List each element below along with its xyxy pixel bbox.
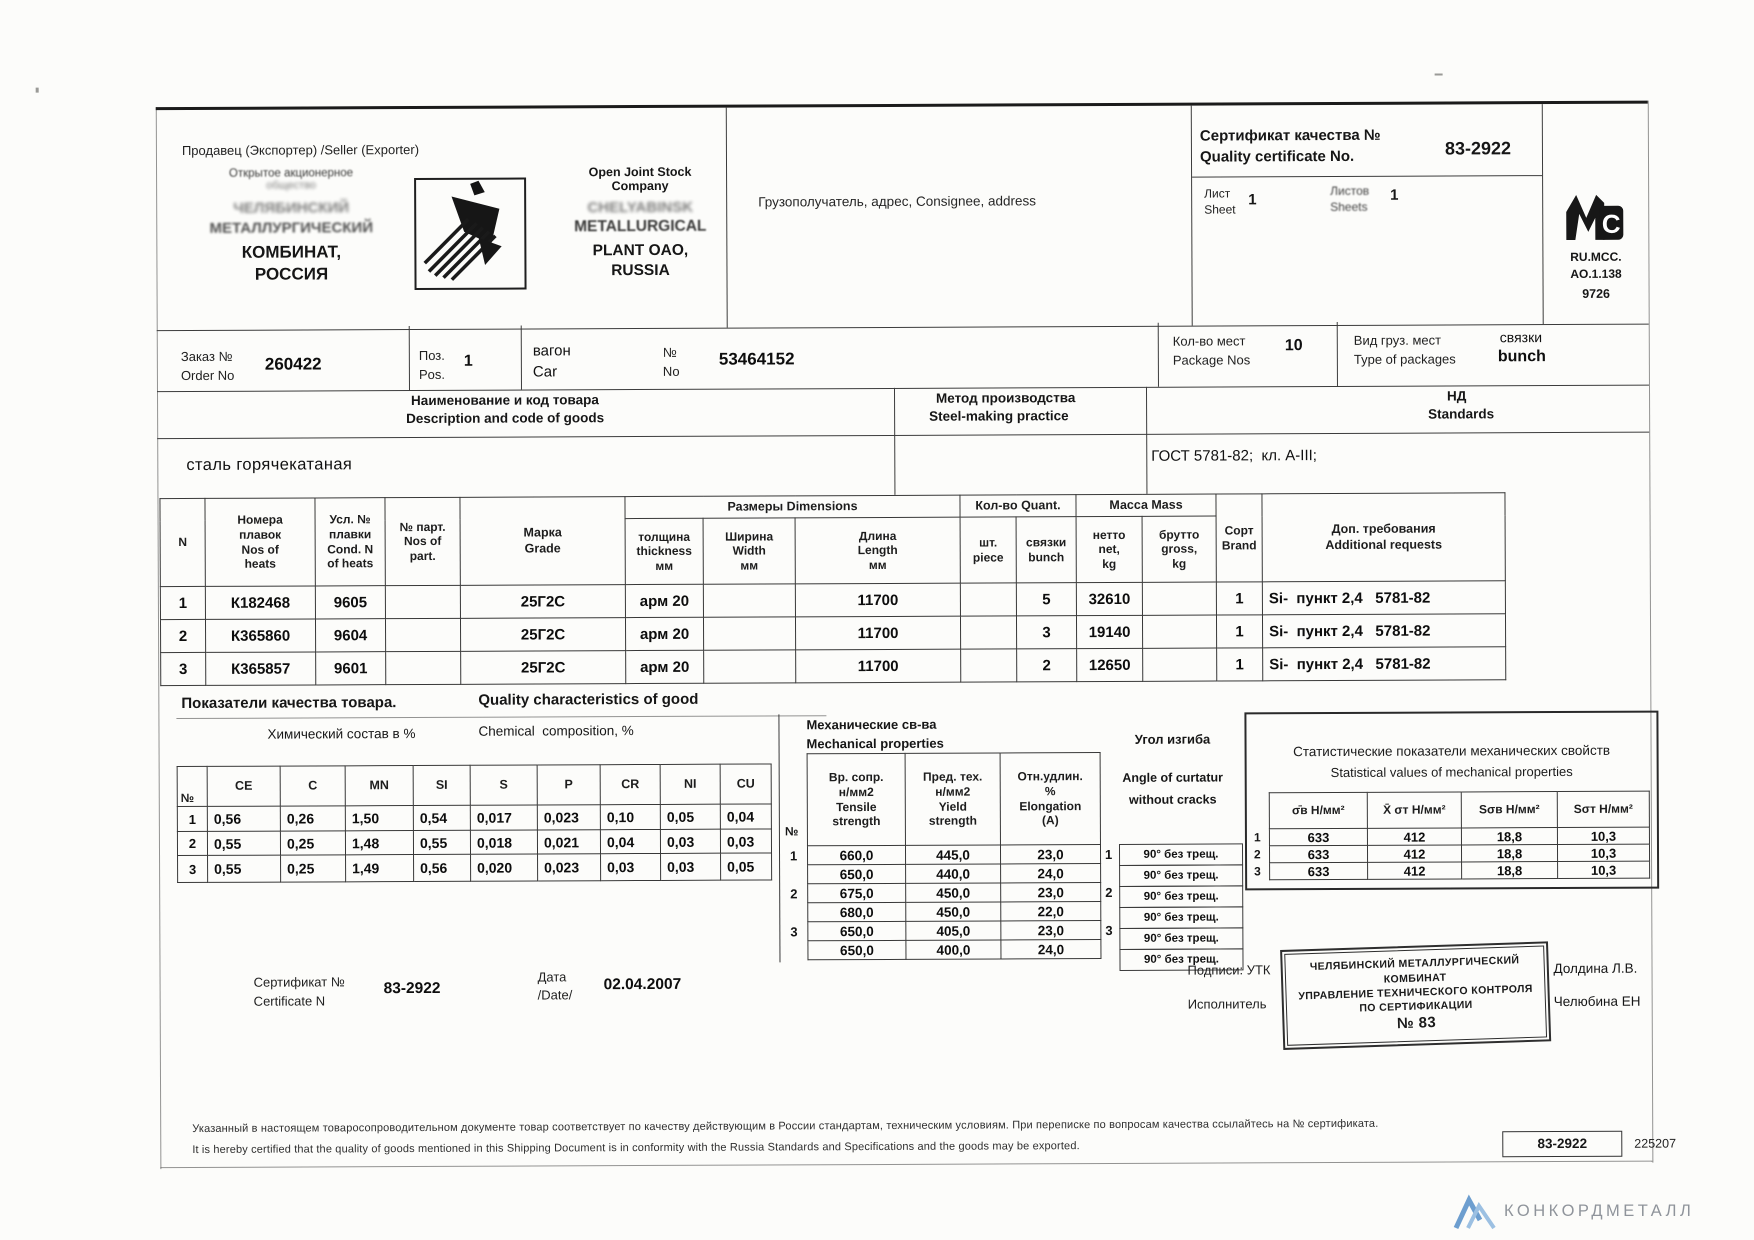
stat-title-en: Statistical values of mechanical properties bbox=[1330, 763, 1573, 781]
package-type-value-en: bunch bbox=[1497, 348, 1546, 366]
chem-col-cr: CR bbox=[600, 764, 660, 804]
pos-label-en: Pos. bbox=[418, 366, 445, 382]
angle-result-cell: 90° без трещ. bbox=[1119, 864, 1243, 887]
cell-thickness: арм 20 bbox=[626, 650, 704, 683]
col-header-gross: брутто gross, kg bbox=[1142, 516, 1216, 582]
mech-title-ru: Механические св-ва bbox=[806, 716, 937, 733]
mech-row-no: 2 bbox=[790, 886, 798, 902]
footer-statement-en: It is hereby certified that the quality of goods mentioned in this Shipping Document is in conformity with the Russia Standards and Specifications and the goods may be exported. bbox=[192, 1140, 1080, 1156]
pos-label-ru: Поз. bbox=[418, 347, 445, 363]
watermark-text: КОНКОРДМЕТАЛЛ bbox=[1504, 1202, 1695, 1220]
col-header-length: Длина Length мм bbox=[795, 517, 960, 584]
mech-col-tensile: Вр. сопр. н/мм2 Tensile strength bbox=[807, 753, 905, 845]
cell-cond: 9601 bbox=[316, 652, 386, 685]
cell-width bbox=[703, 584, 795, 617]
scan-speck bbox=[1435, 74, 1443, 76]
stat-col-sigma-b: σ̄в Н/мм² bbox=[1269, 792, 1367, 828]
pos-value: 1 bbox=[463, 352, 473, 370]
cert-no-label-ru: Сертификат № bbox=[253, 974, 345, 990]
quality-title-ru: Показатели качества товара. bbox=[181, 694, 397, 713]
cell-n: 3 bbox=[161, 652, 206, 685]
svg-text:C: C bbox=[1601, 208, 1621, 239]
col-group-mass: Масса Mass bbox=[1076, 494, 1216, 517]
col-header-brand: Сорт Brand bbox=[1216, 494, 1262, 582]
stat-row-no: 1 bbox=[1253, 830, 1261, 845]
signature-name-1: Долдина Л.В. bbox=[1553, 960, 1638, 977]
order-label-ru: Заказ № bbox=[180, 348, 233, 365]
cell-grade: 25Г2С bbox=[460, 585, 625, 619]
certificate-cell bbox=[1192, 104, 1544, 326]
cell-gross bbox=[1142, 582, 1216, 615]
seller-name-ru: Открытое акционерное общество ЧЕЛЯБИНСКИЙ МЕТАЛЛУРГИЧЕСКИЙ КОМБИНАТ, РОССИЯ bbox=[209, 167, 374, 284]
seller-cell bbox=[156, 108, 728, 330]
mech-col-elongation: Отн.удлин. % Elongation (A) bbox=[1000, 753, 1100, 845]
scan-speck bbox=[36, 88, 39, 93]
col-header-cond: Усл. № плавки Cond. N of heats bbox=[315, 498, 385, 586]
stat-row-no: 3 bbox=[1254, 864, 1261, 879]
cert-no-label-en: Certificate N bbox=[253, 993, 326, 1009]
package-type-value-ru: связки bbox=[1499, 329, 1543, 346]
signature-name-2: Челюбина ЕН bbox=[1553, 993, 1641, 1010]
mark-text-2: AO.1.138 bbox=[1570, 266, 1622, 281]
cert-title-ru: Сертификат качества № bbox=[1199, 126, 1381, 145]
mech-no-label: № bbox=[784, 824, 799, 839]
chem-row: 1 0,56 0,26 1,50 0,54 0,017 0,023 0,10 0,05 0,04 bbox=[177, 804, 771, 832]
chem-title-ru: Химический состав в % bbox=[267, 726, 416, 742]
cell-gross bbox=[1142, 615, 1216, 648]
col-header-part: № парт. Nos of part. bbox=[385, 497, 460, 585]
chem-col-p: P bbox=[537, 765, 600, 805]
cell-heat: К182468 bbox=[205, 586, 315, 619]
cell-piece bbox=[960, 583, 1016, 616]
angle-row-no: 1 bbox=[1104, 846, 1113, 863]
mark-text-3: 9726 bbox=[1582, 286, 1611, 301]
seller-label: Продавец (Экспортер) /Seller (Exporter) bbox=[181, 141, 420, 159]
date-label-ru: Дата bbox=[537, 969, 567, 985]
consignee-cell bbox=[727, 106, 1193, 328]
footer-statement-ru: Указанный в настоящем товаросопроводительном документе товар соответствует по качеству действующим в России стандартам, техническим условиям. При переписке по вопросам качества ссылайтесь на № сертификата. bbox=[192, 1117, 1379, 1135]
cell-bunch: 5 bbox=[1016, 583, 1076, 616]
certification-mark-cell bbox=[1543, 104, 1649, 324]
method-header-en: Steel-making practice bbox=[929, 408, 1069, 424]
angle-result-cell: 90° без трещ. bbox=[1119, 948, 1243, 971]
angle-result-cell: 90° без трещ. bbox=[1119, 843, 1243, 866]
car-number: 53464152 bbox=[718, 349, 795, 369]
statistical-table bbox=[1269, 791, 1650, 881]
footer-cert-box: 83-2922 bbox=[1502, 1131, 1622, 1158]
executor-label: Исполнитель bbox=[1187, 996, 1267, 1012]
col-header-bunch: связки bunch bbox=[1016, 517, 1076, 583]
cell-grade: 25Г2С bbox=[461, 651, 626, 685]
footer-code: 225207 bbox=[1634, 1136, 1677, 1151]
col-header-piece: шт. piece bbox=[960, 517, 1016, 583]
sheet-value: 1 bbox=[1248, 191, 1257, 209]
sheets-label-ru: Листов bbox=[1330, 183, 1370, 199]
goods-standard: ГОСТ 5781-82; кл. А-III; bbox=[1151, 447, 1317, 465]
chem-col-c: C bbox=[280, 766, 345, 806]
mark-text-1: RU.MCC. bbox=[1570, 249, 1622, 264]
method-header-ru: Метод производства bbox=[936, 390, 1076, 406]
date-value: 02.04.2007 bbox=[603, 975, 682, 994]
cell-net: 32610 bbox=[1076, 582, 1142, 615]
cell-length: 11700 bbox=[795, 583, 960, 617]
table-row bbox=[161, 647, 1506, 686]
order-row bbox=[157, 321, 1649, 393]
cell-brand: 1 bbox=[1217, 648, 1263, 681]
stat-row: 633 412 18,8 10,3 bbox=[1270, 861, 1650, 880]
header-block bbox=[156, 101, 1649, 332]
main-table bbox=[159, 492, 1506, 686]
cell-bunch: 3 bbox=[1016, 616, 1076, 649]
cert-divider bbox=[1192, 175, 1542, 178]
cell-n: 2 bbox=[160, 619, 205, 652]
angle-results bbox=[1119, 843, 1244, 971]
cell-brand: 1 bbox=[1216, 615, 1262, 648]
chem-col-ce: CE bbox=[207, 766, 280, 806]
cert-number: 83-2922 bbox=[1444, 138, 1512, 159]
car-label-ru: вагон bbox=[532, 342, 571, 360]
chem-row: 3 0,55 0,25 1,49 0,56 0,020 0,023 0,03 0,03 0,05 bbox=[178, 853, 772, 883]
col-header-width: Ширина Width мм bbox=[703, 518, 795, 584]
col-header-heats: Номера плавок Nos of heats bbox=[205, 498, 315, 586]
mech-row: 675,0 450,0 23,0 bbox=[808, 883, 1101, 903]
chem-row: 2 0,55 0,25 1,48 0,55 0,018 0,021 0,04 0,03 0,03 bbox=[177, 829, 771, 856]
cell-heat: К365860 bbox=[205, 619, 315, 652]
mech-row: 680,0 450,0 22,0 bbox=[808, 902, 1101, 922]
chem-col-s: S bbox=[470, 765, 537, 805]
col-group-dimensions: Размеры Dimensions bbox=[625, 495, 960, 518]
standards-header-ru: НД bbox=[1446, 388, 1467, 404]
cell-heat: К365857 bbox=[206, 652, 316, 685]
goods-header-ru: Наименование и код товара bbox=[411, 392, 599, 409]
angle-result-cell: 90° без трещ. bbox=[1119, 906, 1243, 929]
right-border bbox=[1648, 101, 1654, 1163]
qc-stamp: ЧЕЛЯБИНСКИЙ МЕТАЛЛУРГИЧЕСКИЙ КОМБИНАТ УПРАВЛЕНИЕ ТЕХНИЧЕСКОГО КОНТРОЛЯ ПО СЕРТИФИКАЦИИ № 83 bbox=[1280, 941, 1551, 1050]
chem-col-cu: CU bbox=[720, 764, 771, 804]
cell-n: 1 bbox=[160, 586, 205, 619]
stat-row-no: 2 bbox=[1253, 847, 1261, 862]
cell-gross bbox=[1143, 648, 1217, 681]
cell-thickness: арм 20 bbox=[625, 584, 703, 617]
cell-cond: 9604 bbox=[315, 619, 385, 652]
mcc-logo-icon bbox=[1563, 190, 1625, 249]
packages-label-ru: Кол-во мест bbox=[1172, 333, 1246, 349]
cell-additional-requests: Si- пункт 2,4 5781-82 bbox=[1263, 647, 1506, 681]
cell-piece bbox=[961, 649, 1017, 682]
sheet-label-en: Sheet bbox=[1204, 202, 1236, 217]
col-header-thickness: толщина thickness мм bbox=[625, 518, 703, 584]
packages-label-en: Package Nos bbox=[1172, 352, 1251, 368]
col-group-quantity: Кол-во Quant. bbox=[960, 495, 1076, 518]
chem-title-en: Chemical composition, % bbox=[478, 723, 634, 739]
cell-length: 11700 bbox=[795, 616, 960, 650]
standards-header-en: Standards bbox=[1428, 406, 1495, 422]
chem-col-mn: MN bbox=[345, 766, 413, 806]
mech-row: 650,0 400,0 24,0 bbox=[808, 940, 1101, 960]
date-label-en: /Date/ bbox=[537, 987, 573, 1003]
angle-result-cell: 90° без трещ. bbox=[1119, 927, 1243, 950]
cell-thickness: арм 20 bbox=[625, 617, 703, 650]
sheet-label-ru: Лист bbox=[1204, 186, 1231, 201]
konkord-logo-icon bbox=[1452, 1190, 1498, 1237]
cell-net: 12650 bbox=[1077, 648, 1143, 681]
col-header-additional-requests: Доп. требования Additional requests bbox=[1262, 493, 1505, 582]
cell-net: 19140 bbox=[1076, 615, 1142, 648]
order-number: 260422 bbox=[264, 354, 322, 374]
angle-title-en2: without cracks bbox=[1128, 792, 1217, 807]
angle-row-no: 3 bbox=[1105, 922, 1113, 939]
bottom-border bbox=[160, 1161, 1652, 1169]
cell-width bbox=[704, 650, 796, 683]
col-header-net: нетто net, kg bbox=[1076, 516, 1142, 582]
chemical-composition-table bbox=[177, 763, 773, 883]
stat-col-s-sigma-t: Sσт Н/мм² bbox=[1557, 791, 1649, 827]
mechanical-properties-table bbox=[807, 752, 1102, 960]
stat-row: 633 412 18,8 10,3 bbox=[1269, 844, 1649, 863]
mech-row-no: 1 bbox=[789, 848, 798, 864]
car-no-label-en: No bbox=[662, 363, 680, 379]
mech-row: 660,0 445,0 23,0 bbox=[807, 845, 1100, 865]
section-header-row bbox=[157, 385, 1649, 440]
cell-length: 11700 bbox=[796, 649, 961, 683]
cert-title-en: Quality certificate No. bbox=[1199, 147, 1355, 166]
angle-row-no: 2 bbox=[1105, 884, 1113, 901]
seller-logo-icon bbox=[414, 178, 526, 290]
packages-value: 10 bbox=[1284, 337, 1303, 355]
stat-col-s-sigma-b: Sσв Н/мм² bbox=[1461, 792, 1557, 828]
sheets-label-en: Sheets bbox=[1330, 199, 1368, 215]
cell-piece bbox=[960, 616, 1016, 649]
sheets-value: 1 bbox=[1390, 186, 1399, 204]
goods-description: сталь горячекатаная bbox=[186, 455, 353, 475]
mech-row: 650,0 405,0 23,0 bbox=[808, 921, 1101, 941]
chem-col-ni: NI bbox=[660, 764, 720, 804]
signatures-label: Подписи: УТК bbox=[1187, 962, 1271, 978]
order-label-en: Order No bbox=[180, 367, 235, 384]
angle-result-cell: 90° без трещ. bbox=[1119, 885, 1243, 908]
angle-title-en1: Angle of curtatur bbox=[1122, 770, 1224, 785]
mech-row-no: 3 bbox=[790, 924, 798, 940]
col-header-grade: Марка Grade bbox=[460, 497, 625, 586]
angle-title-ru: Угол изгиба bbox=[1134, 731, 1211, 747]
chem-col-no: № bbox=[177, 766, 207, 806]
goods-header-en: Description and code of goods bbox=[406, 410, 605, 427]
seller-name-en: Open Joint Stock Company CHELYABINSK METALLURGICAL PLANT OAO, RUSSIA bbox=[574, 164, 707, 280]
cell-part bbox=[386, 651, 461, 684]
quality-title-en: Quality characteristics of good bbox=[478, 690, 699, 709]
cell-brand: 1 bbox=[1216, 582, 1262, 615]
mech-col-yield: Пред. тех. н/мм2 Yield strength bbox=[905, 753, 1000, 845]
chem-col-si: SI bbox=[413, 765, 470, 805]
cell-width bbox=[703, 617, 795, 650]
stat-col-sigma-t: X̄ σт Н/мм² bbox=[1367, 792, 1461, 828]
col-header-n: N bbox=[160, 498, 205, 586]
car-no-label-ru: № bbox=[662, 344, 677, 360]
stat-row: 633 412 18,8 10,3 bbox=[1269, 827, 1649, 846]
mech-row: 650,0 440,0 24,0 bbox=[808, 864, 1101, 884]
mech-title-en: Mechanical properties bbox=[806, 735, 944, 752]
stat-title-ru: Статистические показатели механических свойств bbox=[1293, 742, 1611, 760]
package-type-label-ru: Вид груз. мест bbox=[1353, 332, 1442, 348]
consignee-label: Грузополучатель, адрес, Consignee, address bbox=[758, 193, 1037, 210]
cell-part bbox=[385, 618, 460, 651]
cell-additional-requests: Si- пункт 2,4 5781-82 bbox=[1262, 614, 1505, 648]
cell-grade: 25Г2С bbox=[460, 618, 625, 652]
cell-part bbox=[385, 585, 460, 618]
package-type-label-en: Type of packages bbox=[1353, 351, 1456, 367]
car-label-en: Car bbox=[532, 363, 558, 381]
cert-no-value: 83-2922 bbox=[383, 979, 441, 998]
cell-additional-requests: Si- пункт 2,4 5781-82 bbox=[1262, 581, 1505, 615]
cell-bunch: 2 bbox=[1017, 649, 1077, 682]
cell-cond: 9605 bbox=[315, 586, 385, 619]
